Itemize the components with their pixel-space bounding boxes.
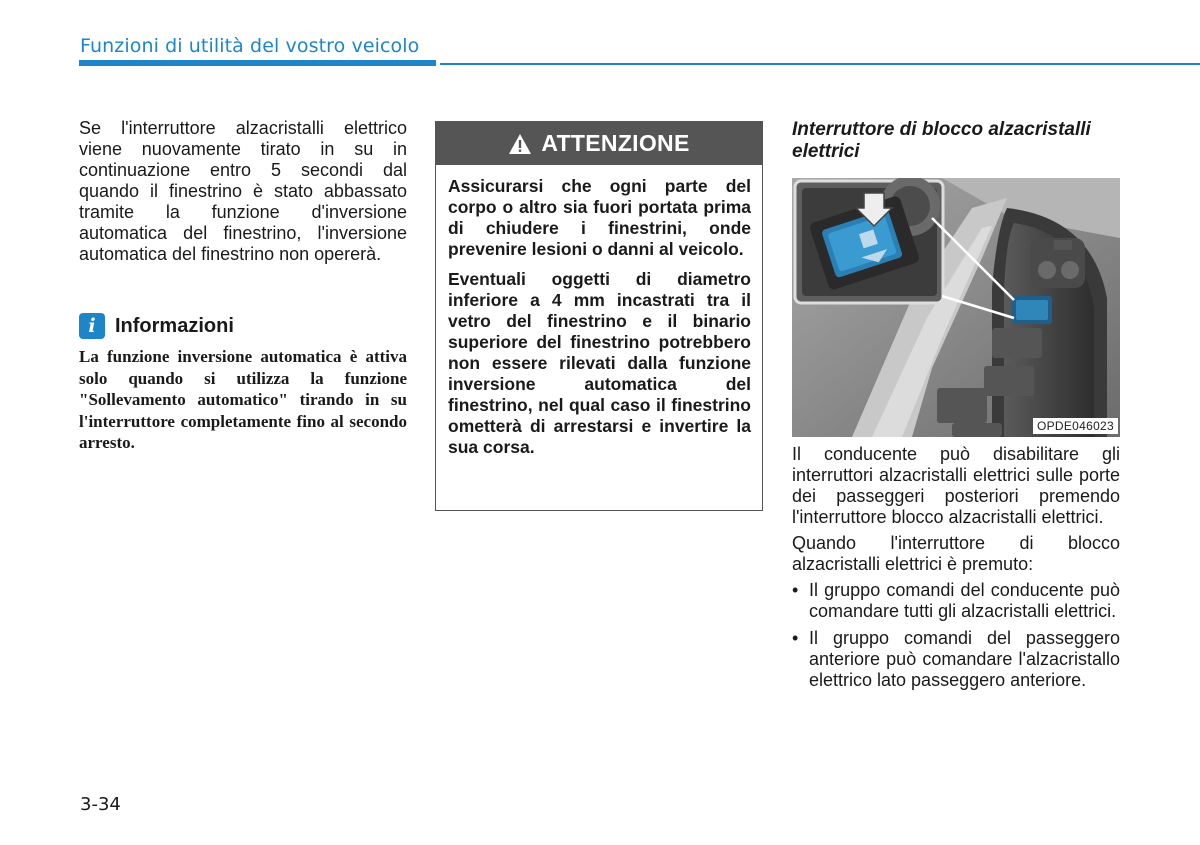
auto-reverse-paragraph: Se l'interruttore alzacristalli elettrico viene nuovamente tirato in su in continuazione entro 5 secondi dal quando il finestrino è stato abbassato tramite la funzione d'inversione automatica del finestrino, l'inversione automatica del finestrino non opererà.	[79, 118, 407, 264]
lock-description: Il conducente può disabilitare gli interruttori alzacristalli elettrici sulle porte dei passeggeri posteriori premendo l'interruttore blocco alzacristalli elettrici.	[792, 444, 1120, 527]
section-subtitle: Interruttore di blocco alzacristalli elettrici	[792, 119, 1091, 162]
lock-effects-list	[792, 580, 1120, 691]
header-rule-thin	[440, 63, 1200, 65]
info-icon: i	[79, 313, 105, 339]
warning-header	[436, 122, 762, 165]
info-heading	[79, 313, 234, 339]
header-rule-thick	[79, 60, 436, 66]
info-title: Informazioni	[115, 314, 234, 337]
door-panel-illustration	[792, 178, 1120, 437]
left-column	[79, 118, 407, 265]
warning-paragraph-2: Eventuali oggetti di diametro inferiore a 4 mm incastrati tra il vetro del finestrino e il binario superiore del finestrino potrebbero non essere rilevati dalla funzione inversione automatica del finestrino, nel qual caso il finestrino ometterà di arrestarsi e invertire la sua corsa.	[448, 269, 751, 457]
image-code: OPDE046023	[1033, 418, 1118, 434]
warning-paragraph-1: Assicurarsi che ogni parte del corpo o altro sia fuori portata prima di chiudere i finestrini, onde prevenire lesioni o danni al veicolo.	[448, 176, 751, 259]
info-body: La funzione inversione automatica è attiva solo quando si utilizza la funzione "Sollevamento automatico" tirando in su l'interruttore completamente fino al secondo arresto.	[79, 347, 407, 452]
warning-content	[436, 165, 762, 458]
section-header-title: Funzioni di utilità del vostro veicolo	[80, 35, 420, 57]
list-item: • Il gruppo comandi del passeggero anteriore può comandare l'alzacristallo elettrico lato passeggero anteriore.	[792, 628, 1120, 691]
list-item: • Il gruppo comandi del conducente può comandare tutti gli alzacristalli elettrici.	[792, 580, 1120, 622]
warning-triangle-icon	[508, 133, 532, 155]
warning-box	[435, 121, 763, 511]
lock-condition: Quando l'interruttore di blocco alzacristalli elettrici è premuto:	[792, 533, 1120, 574]
window-lock-switch-photo	[792, 178, 1120, 437]
warning-title: ATTENZIONE	[541, 130, 690, 156]
right-column	[792, 444, 1120, 691]
page-number: 3-34	[80, 794, 121, 815]
